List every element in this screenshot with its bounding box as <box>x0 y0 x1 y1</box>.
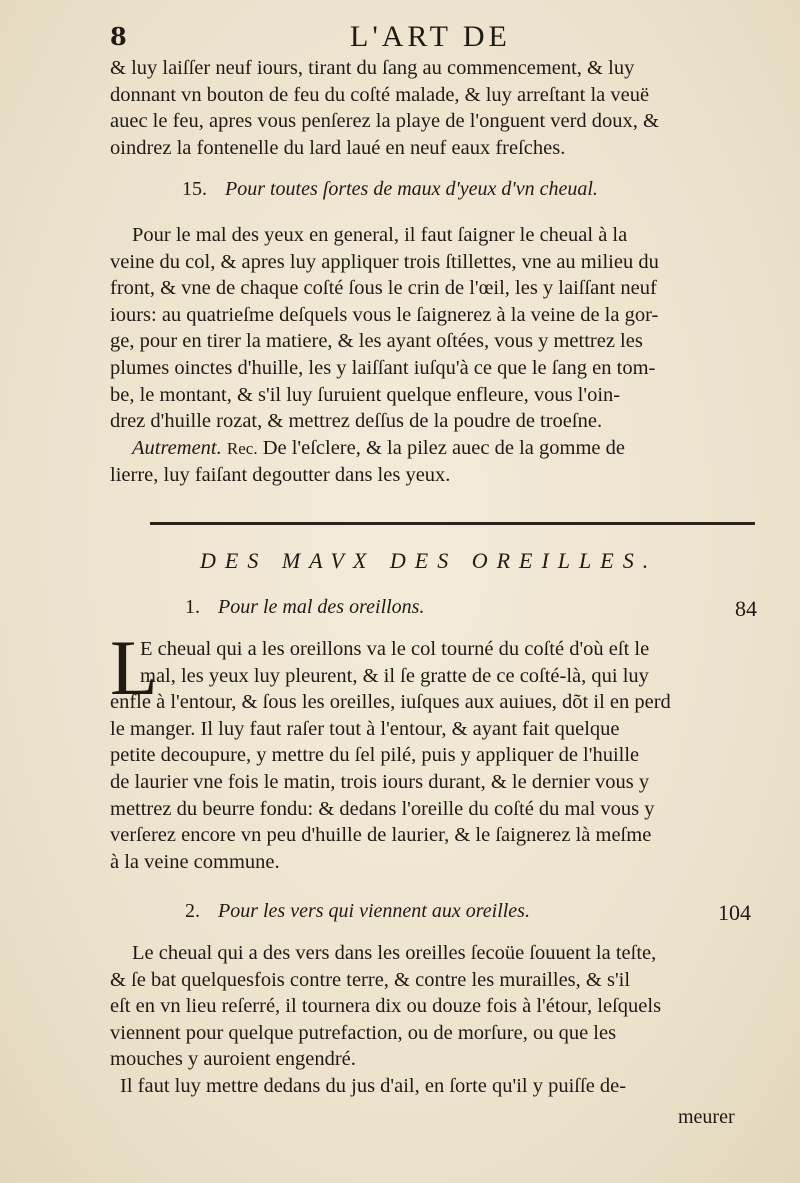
item-2-heading <box>185 900 530 923</box>
item-title: Pour toutes ſortes de maux d'yeux d'vn cheual. <box>225 178 598 200</box>
item-number: 1. <box>185 596 200 618</box>
text-line: veine du col, & apres luy appliquer trois ſtillettes, vne au milieu du <box>110 250 659 273</box>
text-line: lierre, luy faiſant degoutter dans les yeux. <box>110 464 451 487</box>
folio-number: 8 <box>110 22 127 51</box>
text-line: le manger. Il luy faut raſer tout à l'entour, & ayant fait quelque <box>110 717 620 740</box>
text-line: E cheual qui a les oreillons va le col tourné du coſté d'où eſt le <box>140 638 650 660</box>
text-line: mettrez du beurre fondu: & dedans l'oreille du coſté du mal vous y <box>110 797 655 820</box>
text-line: Il faut luy mettre dedans du jus d'ail, en ſorte qu'il y puiſſe de- <box>120 1074 627 1097</box>
reference-number: 104 <box>718 900 751 925</box>
drop-capital: L <box>110 624 158 711</box>
text-line: front, & vne de chaque coſté ſous le crin de l'œil, les y laiſſant neuf <box>110 277 657 300</box>
text-line-autrement <box>110 435 765 463</box>
text-line: & ſe bat quelquesfois contre terre, & contre les murailles, & s'il <box>110 968 631 991</box>
text-line: de laurier vne fois le matin, trois iours durant, & le dernier vous y <box>110 770 650 793</box>
catchword: meurer <box>678 1106 735 1128</box>
text-line: viennent pour quelque putrefaction, ou de morſure, ou que les <box>110 1021 617 1044</box>
text-line: mouches y auroient engendré. <box>110 1048 356 1071</box>
section-rule <box>150 522 755 525</box>
text-line: mal, les yeux luy pleurent, & il ſe gratte de ce coſté-là, qui luy <box>140 664 649 687</box>
item-15-heading <box>182 178 598 201</box>
paragraph-oreillons <box>110 636 765 875</box>
rec-label: Rec. <box>226 438 258 458</box>
item-title: Pour les vers qui viennent aux oreilles. <box>218 900 530 922</box>
text-line: verſerez encore vn peu d'huille de laurier, & le ſaignerez là meſme <box>110 824 652 847</box>
text-line: donnant vn bouton de feu du coſté malade, & luy arreſtant la veuë <box>110 83 650 106</box>
paragraph-continuation <box>110 55 765 161</box>
text-line: petite decoupure, y mettre du ſel pilé, puis y appliquer de l'huille <box>110 744 640 767</box>
text-line: plumes oinctes d'huille, les y laiſſant iuſqu'à ce que le ſang en tom- <box>110 356 656 379</box>
text-line: ge, pour en tirer la matiere, & les ayant oſtées, vous y mettrez les <box>110 330 643 353</box>
text-line: enfle à l'entour, & ſous les oreilles, iuſques aux auiues, dõt il en perd <box>110 691 671 714</box>
text-line: iours: au quatrieſme deſquels vous le ſaignerez à la veine de la gor- <box>110 303 659 326</box>
text-line: eſt en vn lieu reſerré, il tournera dix ou douze fois à l'étour, leſquels <box>110 995 662 1018</box>
text-line: à la veine commune. <box>110 850 280 873</box>
paragraph-vers <box>110 940 765 1100</box>
running-title: L'ART DE <box>350 20 511 53</box>
autrement-label: Autrement. <box>132 436 222 459</box>
text-line: be, le montant, & s'il luy ſuruient quelque enfleure, vous l'oin- <box>110 383 621 406</box>
section-title: DES MAVX DES OREILLES. <box>200 548 658 573</box>
item-number: 2. <box>185 900 200 922</box>
text-line: Le cheual qui a des vers dans les oreilles ſecoüe ſouuent la teſte, <box>132 942 657 964</box>
text-line: auec le feu, apres vous penſerez la playe de l'onguent verd doux, & <box>110 110 660 133</box>
item-number: 15. <box>182 178 207 200</box>
text-line: drez d'huille rozat, & mettrez deſſus de la poudre de troeſne. <box>110 410 603 433</box>
page-header <box>110 18 730 54</box>
text-line: & luy laiſſer neuf iours, tirant du ſang au commencement, & luy <box>110 57 635 79</box>
autrement-text: De l'eſclere, & la pilez auec de la gomme de <box>262 436 625 459</box>
paragraph-eyes <box>110 222 765 489</box>
text-line: Pour le mal des yeux en general, il faut ſaigner le cheual à la <box>132 224 628 246</box>
reference-number: 84 <box>735 596 757 621</box>
text-line: oindrez la fontenelle du lard laué en neuf eaux freſches. <box>110 136 566 159</box>
item-title: Pour le mal des oreillons. <box>218 596 425 618</box>
item-1-heading <box>185 596 424 619</box>
